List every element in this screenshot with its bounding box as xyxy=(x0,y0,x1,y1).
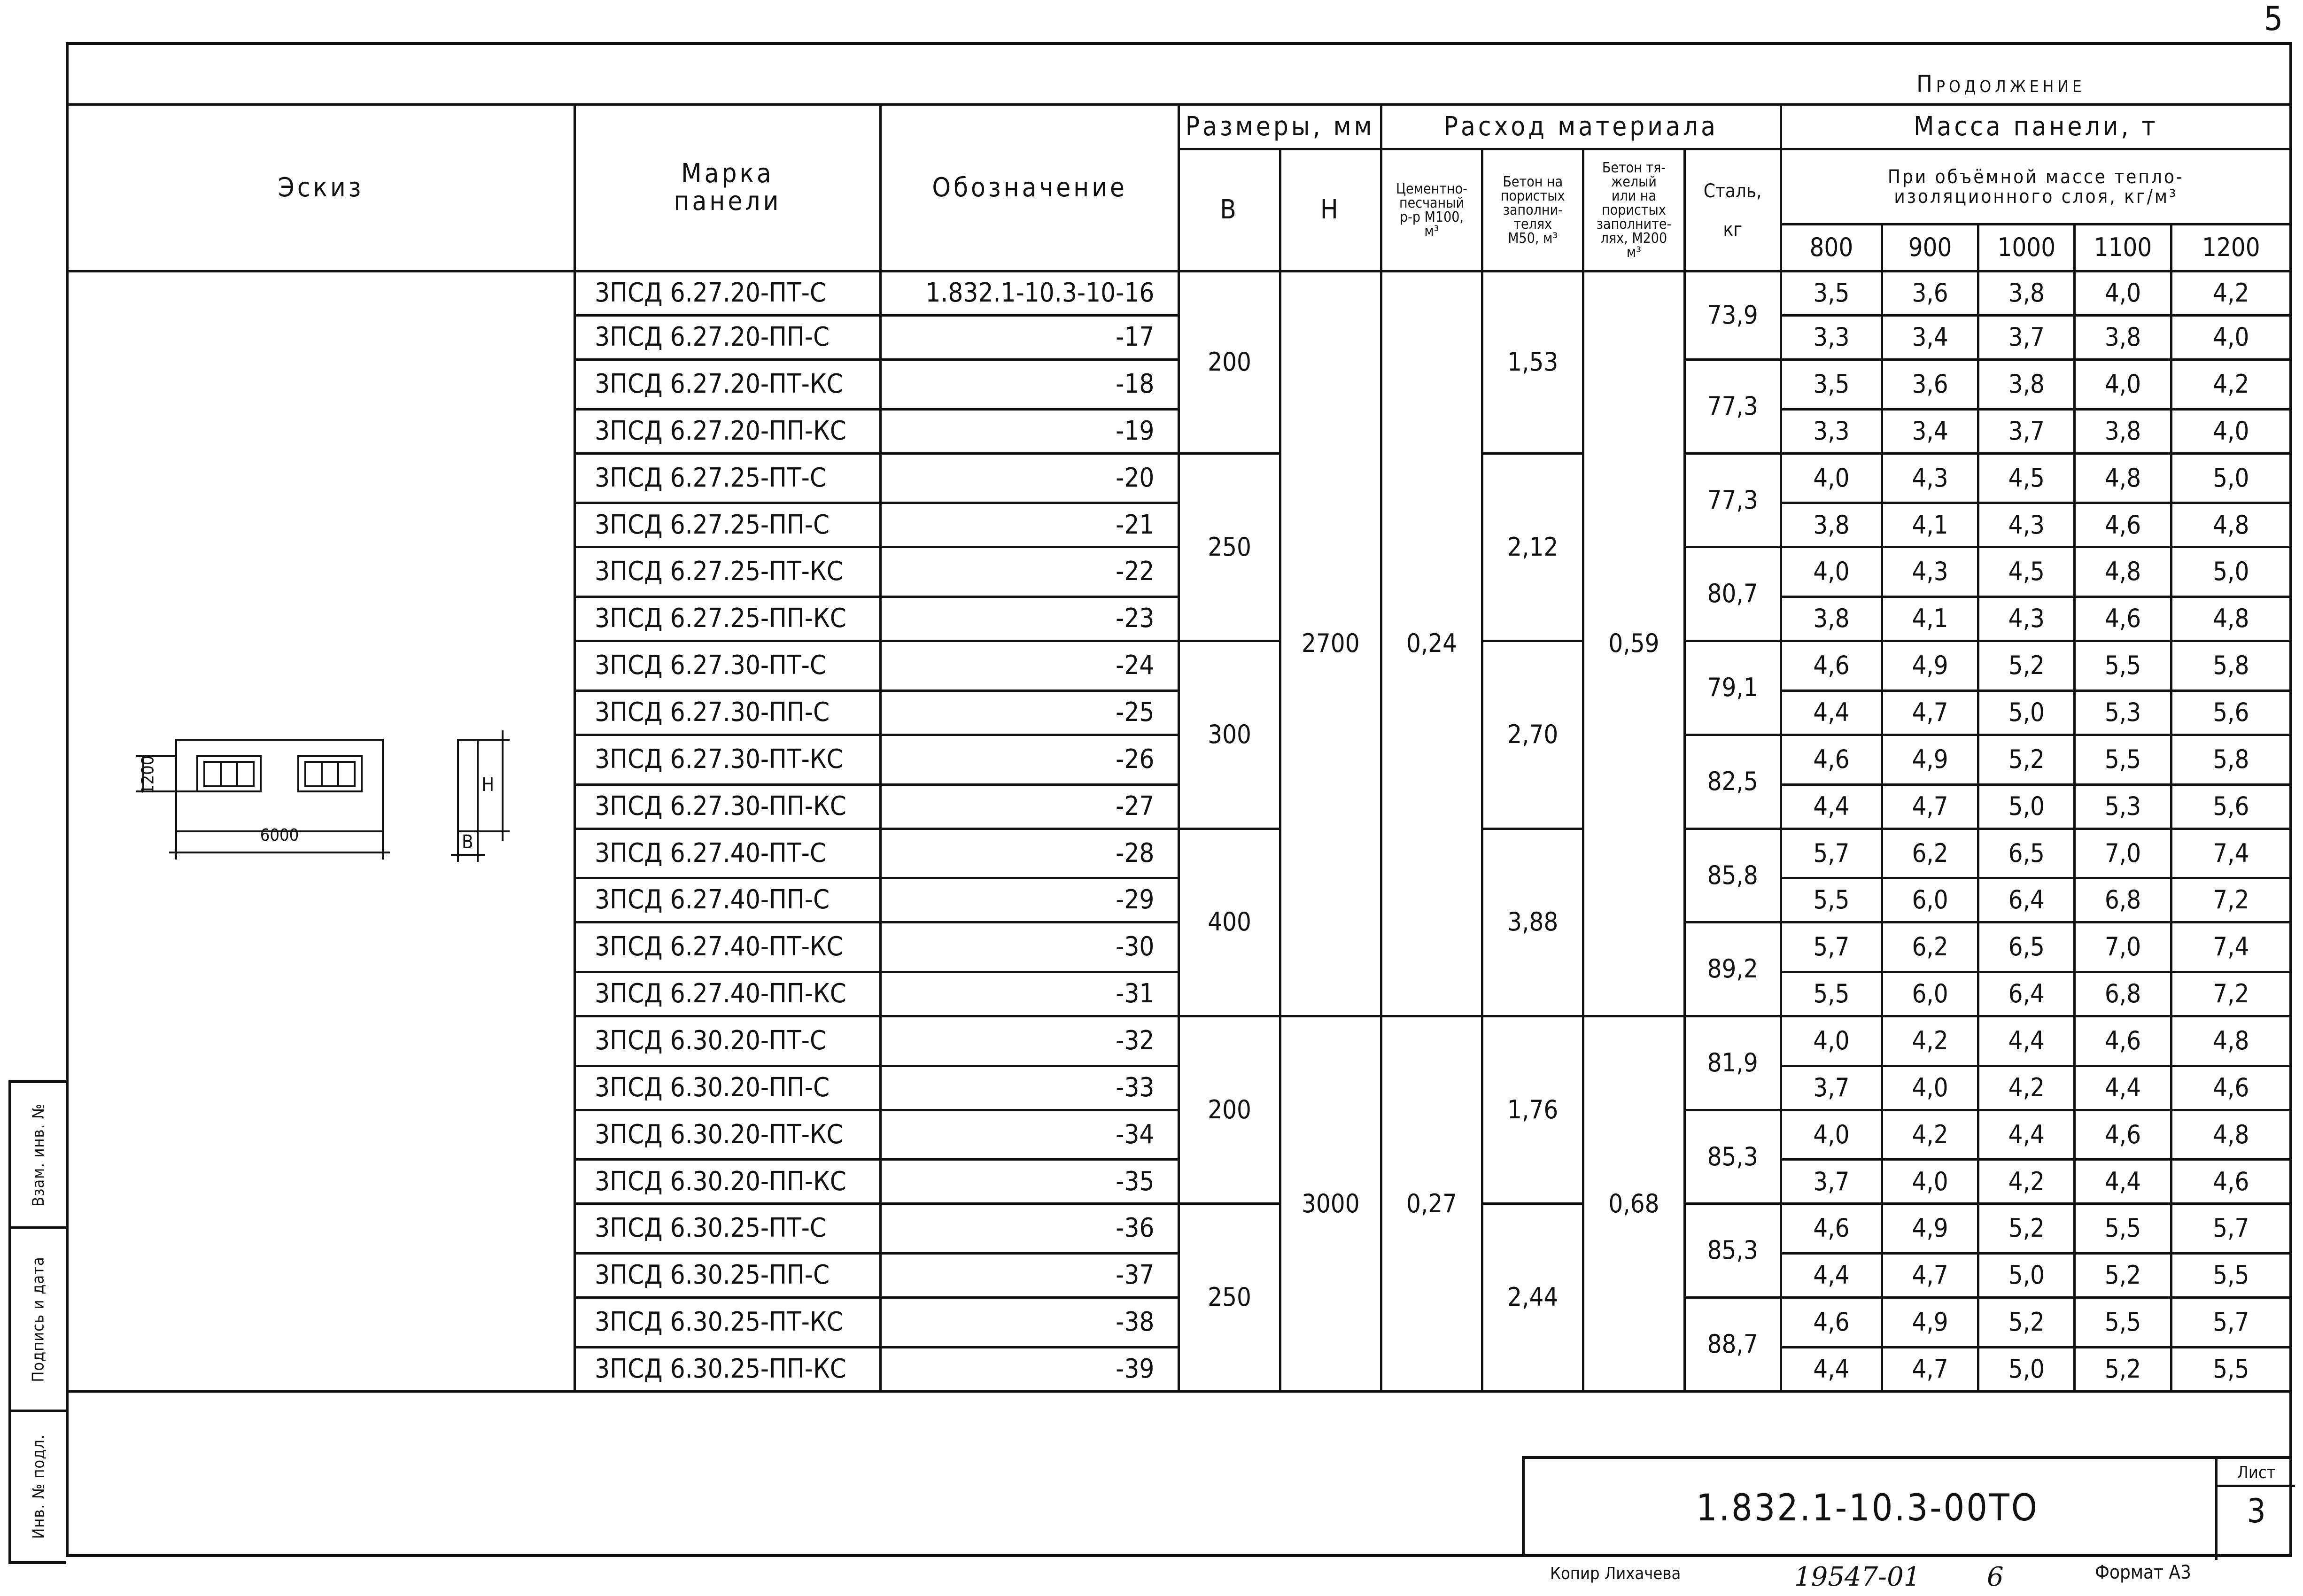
dim-b-value: 300 xyxy=(1179,641,1280,829)
side-stamp-strip xyxy=(8,1080,66,1564)
mass-value: 4,5 xyxy=(1978,547,2075,597)
designation: -26 xyxy=(880,735,1179,784)
mass-value: 4,7 xyxy=(1882,784,1978,829)
mass-value: 3,8 xyxy=(2075,409,2171,453)
mass-value: 4,0 xyxy=(2075,360,2171,410)
mass-value: 7,0 xyxy=(2075,922,2171,972)
mass-value: 5,5 xyxy=(2075,1204,2171,1254)
designation: -38 xyxy=(880,1298,1179,1348)
mass-value: 5,0 xyxy=(1978,784,2075,829)
mass-value: 4,8 xyxy=(2171,597,2291,641)
mass-value: 5,6 xyxy=(2171,784,2291,829)
mass-value: 4,0 xyxy=(1781,453,1882,503)
header-density-800: 800 xyxy=(1781,225,1882,271)
mass-value: 4,9 xyxy=(1882,735,1978,784)
mass-value: 5,2 xyxy=(1978,641,2075,691)
mass-value: 4,9 xyxy=(1882,1204,1978,1254)
sheet-number: 3 xyxy=(2247,1492,2266,1530)
mass-value: 4,4 xyxy=(1781,1254,1882,1298)
panel-mark: 3ПСД 6.30.20-ПТ-КС xyxy=(575,1110,881,1160)
panel-mark: 3ПСД 6.27.20-ПТ-С xyxy=(575,271,881,316)
mass-value: 3,5 xyxy=(1781,271,1882,316)
sketch-width-label: 6000 xyxy=(260,826,299,845)
header-density-1000: 1000 xyxy=(1978,225,2075,271)
mass-value: 4,6 xyxy=(1781,1298,1882,1348)
mass-value: 5,2 xyxy=(1978,735,2075,784)
header-density-1100: 1100 xyxy=(2075,225,2171,271)
mass-value: 5,6 xyxy=(2171,690,2291,735)
header-porous: Бетон на пористых заполни- телях М50, м³ xyxy=(1482,149,1583,271)
mass-value: 7,2 xyxy=(2171,878,2291,922)
side-label-signature: Подпись и дата xyxy=(29,1256,48,1382)
header-material-usage: Расход материала xyxy=(1381,105,1781,149)
header-sketch: Эскиз xyxy=(67,105,575,271)
mass-value: 4,7 xyxy=(1882,690,1978,735)
panel-mark: 3ПСД 6.27.20-ПП-КС xyxy=(575,409,881,453)
mass-value: 4,7 xyxy=(1882,1348,1978,1392)
mass-value: 3,5 xyxy=(1781,360,1882,410)
mass-value: 3,8 xyxy=(1781,597,1882,641)
porous-concrete-value: 1,53 xyxy=(1482,271,1583,454)
side-label-replacement: Взам. инв. № xyxy=(29,1103,48,1207)
mass-value: 4,2 xyxy=(1882,1016,1978,1066)
mass-value: 6,4 xyxy=(1978,878,2075,922)
designation: -27 xyxy=(880,784,1179,829)
mass-value: 5,2 xyxy=(1978,1298,2075,1348)
designation: -30 xyxy=(880,922,1179,972)
steel-value: 85,8 xyxy=(1684,829,1781,922)
designation: -17 xyxy=(880,316,1179,360)
mass-value: 4,0 xyxy=(2075,271,2171,316)
header-density-1200: 1200 xyxy=(2171,225,2291,271)
mass-value: 3,8 xyxy=(2075,316,2171,360)
mass-value: 3,7 xyxy=(1978,316,2075,360)
porous-concrete-value: 2,44 xyxy=(1482,1204,1583,1392)
designation: -20 xyxy=(880,453,1179,503)
panel-mark: 3ПСД 6.27.40-ПП-С xyxy=(575,878,881,922)
mass-value: 4,0 xyxy=(2171,316,2291,360)
mass-value: 4,1 xyxy=(1882,597,1978,641)
panel-spec-table xyxy=(66,103,2292,1577)
panel-mark: 3ПСД 6.27.20-ПП-С xyxy=(575,316,881,360)
panel-mark: 3ПСД 6.30.20-ПТ-С xyxy=(575,1016,881,1066)
title-block xyxy=(1522,1456,2292,1557)
panel-mark: 3ПСД 6.27.30-ПП-КС xyxy=(575,784,881,829)
mass-value: 5,3 xyxy=(2075,690,2171,735)
mass-value: 5,7 xyxy=(2171,1204,2291,1254)
steel-value: 89,2 xyxy=(1684,922,1781,1016)
mass-value: 4,4 xyxy=(1978,1110,2075,1160)
mass-value: 6,2 xyxy=(1882,922,1978,972)
mass-value: 5,0 xyxy=(1978,1348,2075,1392)
mass-value: 3,6 xyxy=(1882,360,1978,410)
mass-value: 5,8 xyxy=(2171,641,2291,691)
dim-b-value: 400 xyxy=(1179,829,1280,1016)
designation: -18 xyxy=(880,360,1179,410)
page-number: 5 xyxy=(2264,0,2283,38)
header-cement: Цементно- песчаный р-р М100, м³ xyxy=(1381,149,1482,271)
mass-value: 4,6 xyxy=(2171,1160,2291,1204)
mass-value: 4,3 xyxy=(1882,453,1978,503)
dim-b-value: 200 xyxy=(1179,271,1280,454)
mass-value: 5,7 xyxy=(2171,1298,2291,1348)
order-sheet: 6 xyxy=(1987,1562,2004,1592)
mass-value: 6,8 xyxy=(2075,972,2171,1016)
mass-value: 3,7 xyxy=(1978,409,2075,453)
paper-format: Формат А3 xyxy=(2095,1562,2191,1583)
mass-value: 3,7 xyxy=(1781,1066,1882,1110)
mass-value: 5,5 xyxy=(2075,1298,2171,1348)
mass-value: 6,0 xyxy=(1882,878,1978,922)
mass-value: 4,0 xyxy=(1781,1110,1882,1160)
designation: -35 xyxy=(880,1160,1179,1204)
panel-mark: 3ПСД 6.27.30-ПП-С xyxy=(575,690,881,735)
sketch-h-label: Н xyxy=(481,774,495,796)
designation: -31 xyxy=(880,972,1179,1016)
document-code: 1.832.1-10.3-00ТО xyxy=(1696,1487,2039,1529)
mass-value: 5,8 xyxy=(2171,735,2291,784)
mass-value: 4,4 xyxy=(1781,690,1882,735)
mass-value: 3,8 xyxy=(1781,503,1882,547)
steel-value: 80,7 xyxy=(1684,547,1781,641)
mass-value: 5,2 xyxy=(2075,1348,2171,1392)
mass-value: 4,8 xyxy=(2171,1016,2291,1066)
designation: -21 xyxy=(880,503,1179,547)
cement-value: 0,24 xyxy=(1381,271,1482,1016)
steel-value: 85,3 xyxy=(1684,1204,1781,1298)
panel-mark: 3ПСД 6.30.25-ПТ-КС xyxy=(575,1298,881,1348)
mass-value: 5,7 xyxy=(1781,829,1882,878)
mass-value: 4,6 xyxy=(2075,1110,2171,1160)
mass-value: 5,7 xyxy=(1781,922,1882,972)
mass-value: 5,3 xyxy=(2075,784,2171,829)
designation: -24 xyxy=(880,641,1179,691)
mass-value: 4,9 xyxy=(1882,1298,1978,1348)
mass-value: 5,2 xyxy=(2075,1254,2171,1298)
header-designation: Обозначение xyxy=(880,105,1179,271)
table-row xyxy=(67,271,2291,316)
designation: -25 xyxy=(880,690,1179,735)
mass-value: 4,3 xyxy=(1978,597,2075,641)
mass-value: 4,0 xyxy=(1882,1066,1978,1110)
steel-value: 77,3 xyxy=(1684,360,1781,454)
dim-h-value: 2700 xyxy=(1280,271,1381,1016)
dim-b-value: 250 xyxy=(1179,453,1280,641)
header-density-900: 900 xyxy=(1882,225,1978,271)
panel-mark: 3ПСД 6.27.25-ПТ-КС xyxy=(575,547,881,597)
mass-value: 4,6 xyxy=(1781,641,1882,691)
header-dim-b: В xyxy=(1179,149,1280,271)
mass-value: 4,4 xyxy=(1978,1016,2075,1066)
mass-value: 5,5 xyxy=(2075,735,2171,784)
designation: -34 xyxy=(880,1110,1179,1160)
mass-value: 4,8 xyxy=(2171,503,2291,547)
mass-value: 4,6 xyxy=(2075,503,2171,547)
mass-value: 7,4 xyxy=(2171,829,2291,878)
mass-value: 4,8 xyxy=(2075,547,2171,597)
mass-value: 4,5 xyxy=(1978,453,2075,503)
mass-value: 3,4 xyxy=(1882,409,1978,453)
mass-value: 5,5 xyxy=(2171,1348,2291,1392)
steel-value: 81,9 xyxy=(1684,1016,1781,1110)
dim-b-value: 200 xyxy=(1179,1016,1280,1204)
mass-value: 7,2 xyxy=(2171,972,2291,1016)
designation: -29 xyxy=(880,878,1179,922)
sketch-cell xyxy=(67,271,575,1392)
mass-value: 7,4 xyxy=(2171,922,2291,972)
mass-value: 4,6 xyxy=(2075,597,2171,641)
mass-value: 4,4 xyxy=(1781,1348,1882,1392)
mass-value: 4,3 xyxy=(1978,503,2075,547)
panel-mark: 3ПСД 6.27.25-ПП-КС xyxy=(575,597,881,641)
mass-value: 6,4 xyxy=(1978,972,2075,1016)
designation: -33 xyxy=(880,1066,1179,1110)
mass-value: 5,0 xyxy=(1978,690,2075,735)
mass-value: 4,4 xyxy=(2075,1160,2171,1204)
mass-value: 6,5 xyxy=(1978,829,2075,878)
header-dim-h: Н xyxy=(1280,149,1381,271)
panel-mark: 3ПСД 6.27.30-ПТ-С xyxy=(575,641,881,691)
designation: -37 xyxy=(880,1254,1179,1298)
dim-h-value: 3000 xyxy=(1280,1016,1381,1392)
cement-value: 0,27 xyxy=(1381,1016,1482,1392)
mass-value: 4,2 xyxy=(1882,1110,1978,1160)
mass-value: 4,2 xyxy=(2171,271,2291,316)
porous-concrete-value: 3,88 xyxy=(1482,829,1583,1016)
steel-value: 73,9 xyxy=(1684,271,1781,360)
side-label-original: Инв. № подл. xyxy=(29,1434,48,1539)
mass-value: 4,0 xyxy=(1781,1016,1882,1066)
designation: -32 xyxy=(880,1016,1179,1066)
mass-value: 4,3 xyxy=(1882,547,1978,597)
steel-value: 85,3 xyxy=(1684,1110,1781,1204)
side-cell-original xyxy=(11,1412,66,1561)
header-dimensions: Размеры, мм xyxy=(1179,105,1381,149)
designation: -19 xyxy=(880,409,1179,453)
designation: 1.832.1-10.3-10-16 xyxy=(880,271,1179,316)
panel-mark: 3ПСД 6.30.25-ПП-С xyxy=(575,1254,881,1298)
order-number: 19547-01 xyxy=(1794,1562,1921,1592)
sheet-label: Лист xyxy=(2218,1459,2295,1487)
panel-mark: 3ПСД 6.30.25-ПП-КС xyxy=(575,1348,881,1392)
mass-value: 4,4 xyxy=(1781,784,1882,829)
mass-value: 4,6 xyxy=(1781,735,1882,784)
heavy-concrete-value: 0,68 xyxy=(1583,1016,1684,1392)
mass-value: 4,8 xyxy=(2075,453,2171,503)
steel-value: 77,3 xyxy=(1684,453,1781,547)
mass-value: 4,6 xyxy=(2075,1016,2171,1066)
mass-value: 5,0 xyxy=(1978,1254,2075,1298)
header-panel-mark: Марка панели xyxy=(575,105,881,271)
mass-value: 5,5 xyxy=(1781,972,1882,1016)
mass-value: 4,0 xyxy=(1781,547,1882,597)
panel-mark: 3ПСД 6.27.40-ПТ-С xyxy=(575,829,881,878)
porous-concrete-value: 2,12 xyxy=(1482,453,1583,641)
mass-value: 6,8 xyxy=(2075,878,2171,922)
panel-mark: 3ПСД 6.27.40-ПТ-КС xyxy=(575,922,881,972)
header-steel: Сталь, кг xyxy=(1684,149,1781,271)
panel-mark: 3ПСД 6.27.25-ПТ-С xyxy=(575,453,881,503)
steel-value: 82,5 xyxy=(1684,735,1781,829)
steel-value: 79,1 xyxy=(1684,641,1781,735)
mass-value: 4,0 xyxy=(1882,1160,1978,1204)
panel-mark: 3ПСД 6.27.40-ПП-КС xyxy=(575,972,881,1016)
mass-value: 3,7 xyxy=(1781,1160,1882,1204)
continuation-title: Продолжение xyxy=(1916,70,2086,98)
mass-value: 5,5 xyxy=(1781,878,1882,922)
designation: -39 xyxy=(880,1348,1179,1392)
mass-value: 5,0 xyxy=(2171,453,2291,503)
sketch-height-label: 1200 xyxy=(138,755,158,795)
mass-value: 3,3 xyxy=(1781,316,1882,360)
mass-value: 3,8 xyxy=(1978,271,2075,316)
panel-mark: 3ПСД 6.30.25-ПТ-С xyxy=(575,1204,881,1254)
mass-value: 5,5 xyxy=(2075,641,2171,691)
mass-value: 3,8 xyxy=(1978,360,2075,410)
mass-value: 5,0 xyxy=(2171,547,2291,597)
mass-value: 4,6 xyxy=(1781,1204,1882,1254)
mass-value: 3,6 xyxy=(1882,271,1978,316)
mass-value: 5,5 xyxy=(2171,1254,2291,1298)
mass-value: 4,0 xyxy=(2171,409,2291,453)
designation: -22 xyxy=(880,547,1179,597)
designation: -36 xyxy=(880,1204,1179,1254)
side-cell-replacement xyxy=(11,1083,66,1229)
mass-value: 4,8 xyxy=(2171,1110,2291,1160)
panel-mark: 3ПСД 6.30.20-ПП-КС xyxy=(575,1160,881,1204)
panel-mark: 3ПСД 6.27.25-ПП-С xyxy=(575,503,881,547)
mass-value: 4,1 xyxy=(1882,503,1978,547)
sketch-b-label: В xyxy=(462,831,473,853)
copied-by: Копир Лихачева xyxy=(1550,1564,1681,1583)
mass-value: 6,2 xyxy=(1882,829,1978,878)
porous-concrete-value: 2,70 xyxy=(1482,641,1583,829)
panel-mark: 3ПСД 6.27.20-ПТ-КС xyxy=(575,360,881,410)
mass-value: 4,6 xyxy=(2171,1066,2291,1110)
header-panel-mass: Масса панели, т xyxy=(1781,105,2291,149)
mass-value: 4,2 xyxy=(1978,1066,2075,1110)
mass-value: 4,2 xyxy=(1978,1160,2075,1204)
porous-concrete-value: 1,76 xyxy=(1482,1016,1583,1204)
panel-mark: 3ПСД 6.27.30-ПТ-КС xyxy=(575,735,881,784)
mass-value: 6,0 xyxy=(1882,972,1978,1016)
heavy-concrete-value: 0,59 xyxy=(1583,271,1684,1016)
designation: -28 xyxy=(880,829,1179,878)
dim-b-value: 250 xyxy=(1179,1204,1280,1392)
steel-value: 88,7 xyxy=(1684,1298,1781,1392)
designation: -23 xyxy=(880,597,1179,641)
header-heavy: Бетон тя- желый или на пористых заполните- лях, М200 м³ xyxy=(1583,149,1684,271)
side-cell-signature xyxy=(11,1229,66,1412)
mass-value: 4,7 xyxy=(1882,1254,1978,1298)
sheet-box xyxy=(2215,1459,2295,1560)
panel-mark: 3ПСД 6.30.20-ПП-С xyxy=(575,1066,881,1110)
mass-value: 4,4 xyxy=(2075,1066,2171,1110)
mass-value: 3,4 xyxy=(1882,316,1978,360)
mass-value: 3,3 xyxy=(1781,409,1882,453)
header-mass-subtitle: При объёмной массе тепло- изоляционного слоя, кг/м³ xyxy=(1781,149,2291,225)
mass-value: 4,2 xyxy=(2171,360,2291,410)
mass-value: 5,2 xyxy=(1978,1204,2075,1254)
mass-value: 6,5 xyxy=(1978,922,2075,972)
panel-section xyxy=(458,740,478,831)
mass-value: 4,9 xyxy=(1882,641,1978,691)
mass-value: 7,0 xyxy=(2075,829,2171,878)
